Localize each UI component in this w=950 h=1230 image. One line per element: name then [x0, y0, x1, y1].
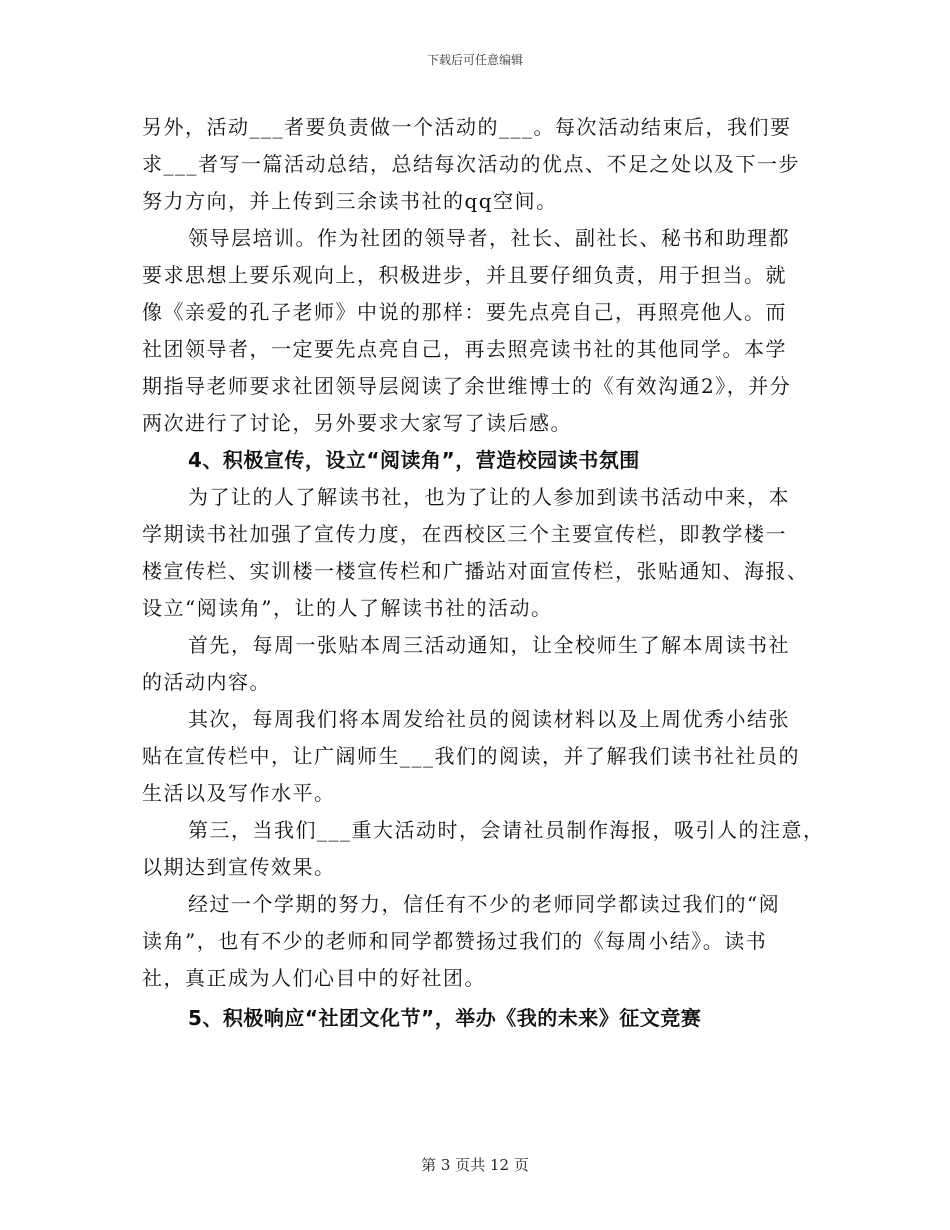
body-line: 社，真正成为人们心目中的好社团。: [142, 966, 486, 990]
section-heading-4: 4、积极宣传，设立“阅读角”，营造校园读书氛围: [188, 448, 640, 472]
body-line: 楼宣传栏、实训楼一楼宣传栏和广播站对面宣传栏，张贴通知、海报、: [142, 559, 809, 583]
body-line: 以期达到宣传效果。: [142, 855, 336, 879]
section-heading-5: 5、积极响应“社团文化节”，举办《我的未来》征文竞赛: [188, 1006, 702, 1030]
paragraph-start: 为了让的人了解读书社，也为了让的人参加到读书活动中来，本: [188, 485, 790, 509]
body-line: 学期读书社加强了宣传力度，在西校区三个主要宣传栏，即教学楼一: [142, 522, 787, 546]
paragraph-start: 第三，当我们___重大活动时，会请社员制作海报，吸引人的注意，: [188, 818, 825, 842]
body-line: 另外，活动___者要负责做一个活动的___。每次活动结束后，我们要: [142, 115, 792, 139]
page-number: 第 3 页共 12 页: [421, 1156, 529, 1174]
paragraph-start: 首先，每周一张贴本周三活动通知，让全校师生了解本周读书社: [188, 633, 790, 657]
body-line: 生活以及写作水平。: [142, 781, 336, 805]
paragraph-start: 领导层培训。作为社团的领导者，社长、副社长、秘书和助理都: [188, 226, 790, 250]
page-header: 下载后可任意编辑: [426, 53, 523, 67]
body-line: 社团领导者，一定要先点亮自己，再去照亮读书社的其他同学。本学: [142, 337, 787, 361]
body-line: 读角”，也有不少的老师和同学都赞扬过我们的《每周小结》。读书: [142, 929, 768, 953]
body-line: 设立“阅读角”，让的人了解读书社的活动。: [142, 596, 553, 620]
body-line: 贴在宣传栏中，让广阔师生___我们的阅读，并了解我们读书社社员的: [142, 744, 800, 768]
body-line: 像《亲爱的孔子老师》中说的那样：要先点亮自己，再照亮他人。而: [142, 300, 787, 324]
body-line: 的活动内容。: [142, 670, 271, 694]
body-line: 要求思想上要乐观向上，积极进步，并且要仔细负责，用于担当。就: [142, 263, 787, 287]
body-line: 期指导老师要求社团领导层阅读了余世维博士的《有效沟通2》，并分: [142, 374, 792, 398]
body-line: 两次进行了讨论，另外要求大家写了读后感。: [142, 411, 572, 435]
body-line: 求___者写一篇活动总结，总结每次活动的优点、不足之处以及下一步: [142, 152, 800, 176]
paragraph-start: 经过一个学期的努力，信任有不少的老师同学都读过我们的“阅: [188, 892, 781, 916]
body-line: 努力方向，并上传到三余读书社的qq空间。: [142, 189, 558, 213]
paragraph-start: 其次，每周我们将本周发给社员的阅读材料以及上周优秀小结张: [188, 707, 790, 731]
